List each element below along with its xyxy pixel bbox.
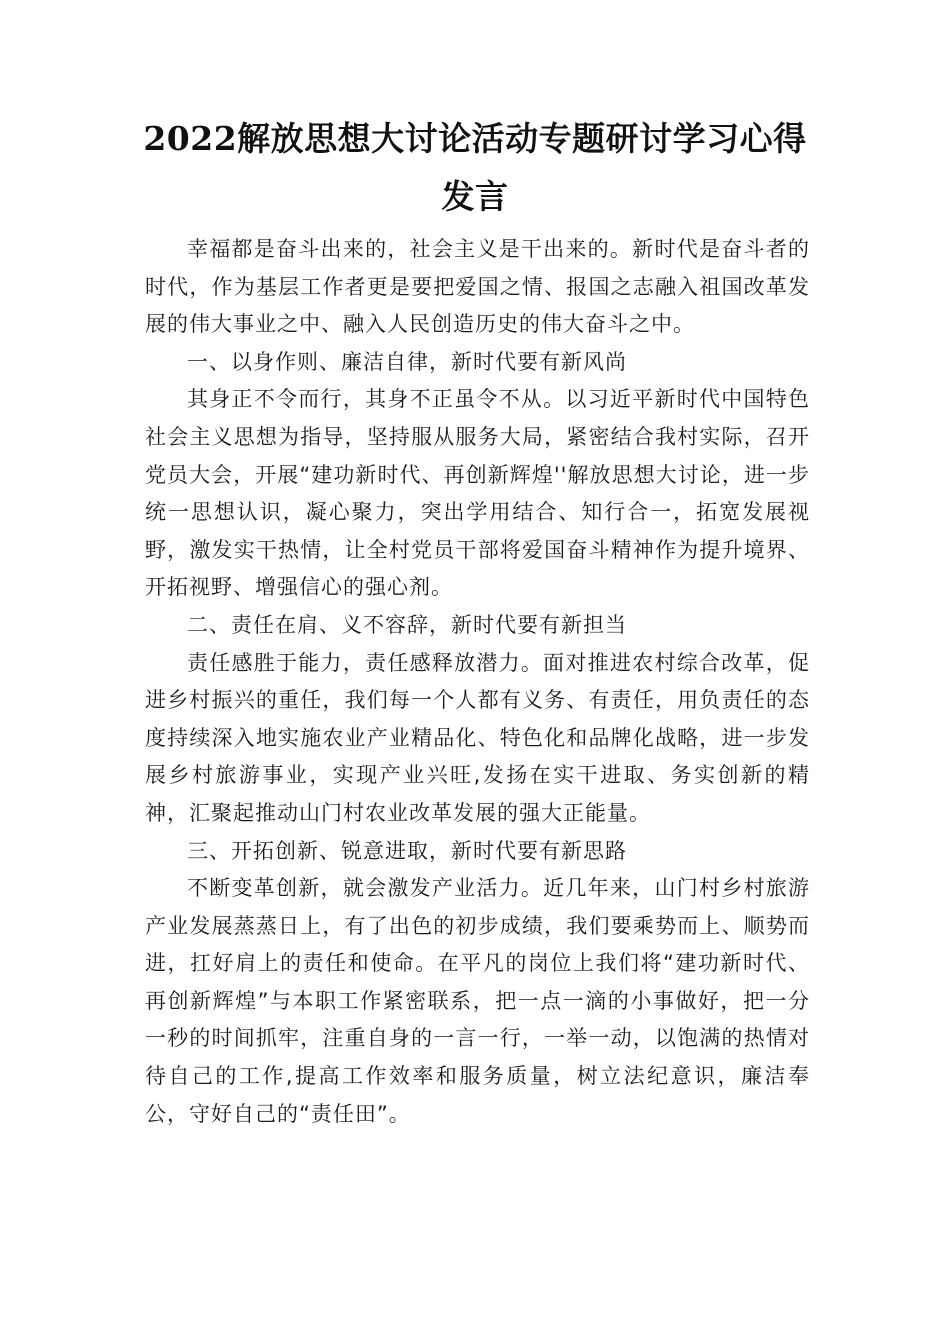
intro-paragraph: 幸福都是奋斗出来的，社会主义是干出来的。新时代是奋斗者的时代，作为基层工作者更是要把爱国之情、报国之志融入祖国改革发展的伟大事业之中、融入人民创造历史的伟大奋斗之中。 [145, 237, 810, 337]
section-paragraph-3: 不断变革创新，就会激发产业活力。近几年来，山门村乡村旅游产业发展蒸蒸日上，有了出色的初步成绩，我们要乘势而上、顺势而进，扛好肩上的责任和使命。在平凡的岗位上我们将“建功新时代、再创新辉煌”与本职工作紧密联系，把一点一滴的小事做好，把一分一秒的时间抓牢，注重自身的一言一行，一举一动，以饱满的热情对待自己的工作,提高工作效率和服务质量，树立法纪意识，廉洁奉公，守好自己的“责任田”。 [145, 876, 810, 1126]
section-heading-2: 二、责任在肩、义不容辞，新时代要有新担当 [187, 612, 627, 637]
section-heading-3: 三、开拓创新、锐意进取，新时代要有新思路 [187, 838, 627, 863]
section-paragraph-1: 其身正不令而行，其身不正虽令不从。以习近平新时代中国特色社会主义思想为指导，坚持服从服务大局，紧密结合我村实际，召开党员大会，开展“建功新时代、再创新辉煌''解放思想大讨论，进一步统一思想认识，凝心聚力，突出学用结合、知行合一，拓宽发展视野，激发实干热情，让全村党员干部将爱国奋斗精神作为提升境界、开拓视野、增强信心的强心剂。 [145, 387, 810, 600]
document-title: 2022解放思想大讨论活动专题研讨学习心得发言 [143, 119, 807, 216]
section-heading-1: 一、以身作则、廉洁自律，新时代要有新风尚 [187, 349, 627, 374]
section-paragraph-2: 责任感胜于能力，责任感释放潜力。面对推进农村综合改革，促进乡村振兴的重任，我们每一个人都有义务、有责任，用负责任的态度持续深入地实施农业产业精品化、特色化和品牌化战略，进一步发展乡村旅游事业，实现产业兴旺,发扬在实干进取、务实创新的精神，汇聚起推动山门村农业改革发展的强大正能量。 [145, 650, 810, 825]
document-body [145, 231, 810, 1133]
